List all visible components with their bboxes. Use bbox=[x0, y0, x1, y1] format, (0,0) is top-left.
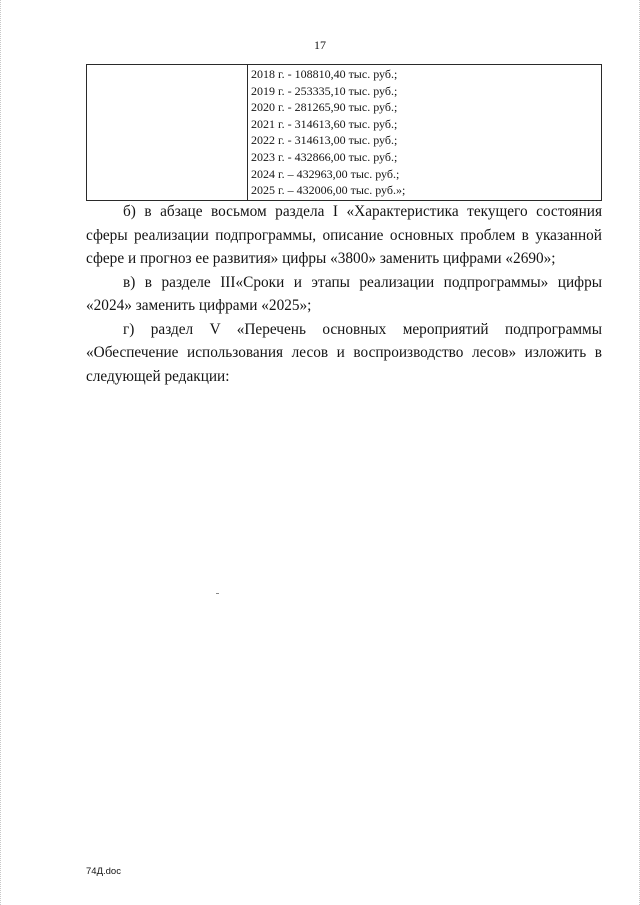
amendment-d-first-line: г) раздел V «Перечень основных мероприятий подпрограммы bbox=[123, 320, 602, 338]
scan-edge-left bbox=[0, 0, 1, 905]
footer-filename: 74Д.doc bbox=[86, 866, 121, 877]
funding-line: 2020 г. - 281265,90 тыс. руб.; bbox=[251, 100, 398, 115]
funding-table-left-cell bbox=[87, 65, 248, 200]
funding-table bbox=[86, 64, 602, 201]
funding-line: 2023 г. - 432866,00 тыс. руб.; bbox=[251, 149, 398, 164]
amendment-c-continuation: «2024» заменить цифрами «2025»; bbox=[86, 297, 312, 314]
funding-table-right-cell bbox=[248, 65, 601, 200]
funding-line: 2022 г. - 314613,00 тыс. руб.; bbox=[251, 133, 398, 148]
funding-line: 2021 г. - 314613,60 тыс. руб.; bbox=[251, 116, 398, 131]
funding-line: 2024 г. – 432963,00 тыс. руб.; bbox=[251, 166, 400, 181]
funding-line: 2018 г. - 108810,40 тыс. руб.; bbox=[251, 67, 398, 81]
stray-mark bbox=[216, 593, 219, 594]
page-number: 17 bbox=[314, 38, 326, 52]
amendment-b-continuation: сферы реализации подпрограммы, описание основных проблем в указанной сфере и прогноз ее развития» цифры «3800» заменить цифрами «2690»; bbox=[86, 226, 602, 267]
amendment-b-first-line: б) в абзаце восьмом раздела I «Характеристика текущего состояния bbox=[123, 203, 602, 220]
funding-line: 2025 г. – 432006,00 тыс. руб.»; bbox=[251, 183, 406, 198]
document-body bbox=[86, 200, 602, 388]
amendment-c-first-line: в) в разделе III«Сроки и этапы реализации подпрограммы» цифры bbox=[123, 273, 602, 291]
amendment-d-continuation: «Обеспечение использования лесов и воспроизводство лесов» изложить в следующей редакции: bbox=[86, 344, 602, 385]
funding-line: 2019 г. - 253335,10 тыс. руб.; bbox=[251, 83, 398, 98]
